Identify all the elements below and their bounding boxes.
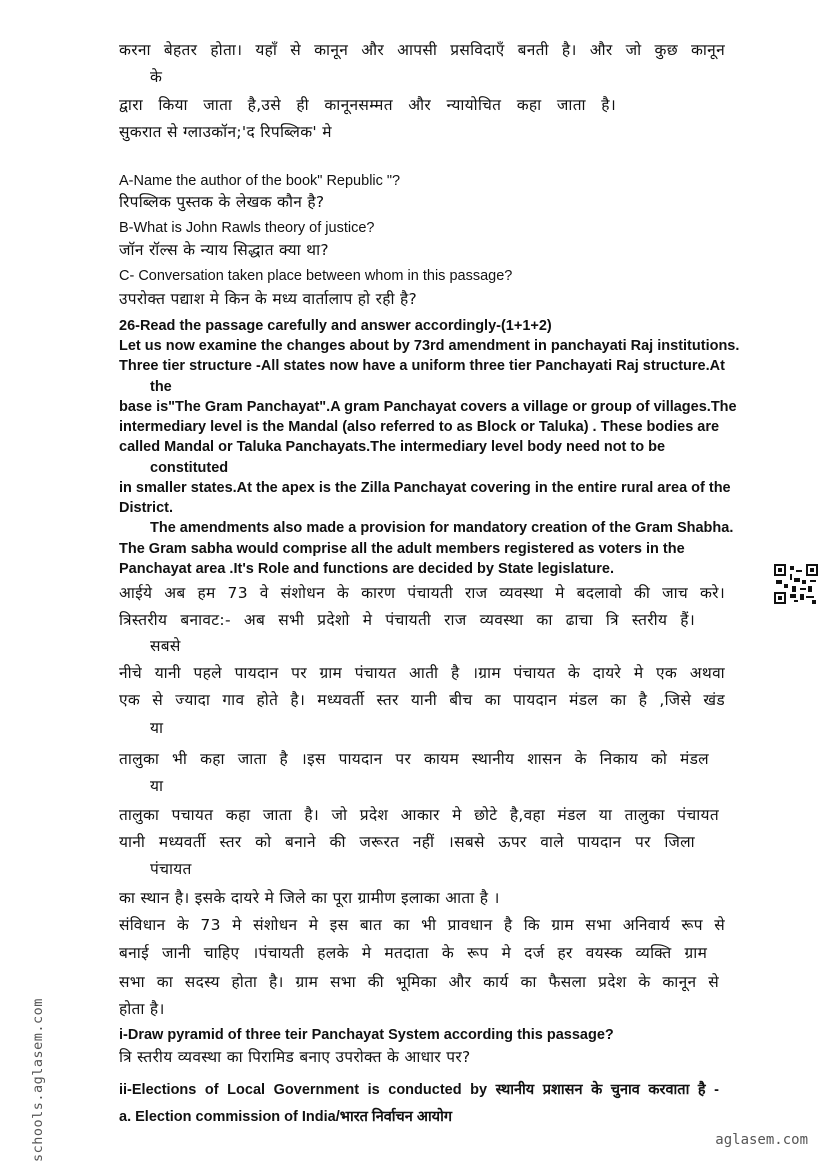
passage-line: Panchayat area .It's Role and functions are decided by State legislature. — [119, 561, 614, 577]
option-a: a. Election commission of India/भारत निर्वाचन आयोग — [119, 1109, 452, 1125]
qr-code-icon — [774, 564, 818, 604]
hindi-passage-line: सभा का सदस्य होता है। ग्राम सभा की भूमिका और कार्य का फैसला प्रदेश के कानून से — [119, 973, 719, 991]
hindi-passage-line: का स्थान है। इसके दायरे मे जिले का पूरा ग्रामीण इलाका आता है । — [119, 889, 500, 907]
passage-line: The Gram sabha would comprise all the adult members registered as voters in the — [119, 541, 685, 557]
text-line: के — [150, 68, 163, 86]
hindi-passage-line: या — [150, 777, 164, 795]
hindi-passage-line: संविधान के 73 मे संशोधन मे इस बात का भी प्रावधान है कि ग्राम सभा अनिवार्य रूप से — [119, 916, 725, 934]
text-line: सुकरात से ग्लाउकॉन;'द रिपब्लिक' मे — [119, 123, 332, 141]
hindi-passage-line: एक से ज्यादा गाव होते है। मध्यवर्ती स्तर यानी बीच का पायदान मंडल का है ,जिसे खंड — [119, 691, 725, 709]
question-26-heading: 26-Read the passage carefully and answer accordingly-(1+1+2) — [119, 318, 552, 334]
passage-line: in smaller states.At the apex is the Zilla Panchayat covering in the entire rural area of the — [119, 480, 731, 496]
question-i-hindi: त्रि स्तरीय व्यवस्था का पिरामिड बनाए उपरोक्त के आधार पर? — [119, 1048, 471, 1066]
footer-watermark: aglasem.com — [715, 1132, 808, 1148]
passage-line: intermediary level is the Mandal (also referred to as Block or Taluka) . These bodies are — [119, 419, 720, 435]
hindi-passage-line: या — [150, 719, 164, 737]
hindi-passage-line: यानी मध्यवर्ती स्तर को बनाने की जरूरत नहीं ।सबसे ऊपर वाले पायदान पर जिला — [119, 833, 695, 851]
question-ii: ii-Elections of Local Government is conducted by स्थानीय प्रशासन के चुनाव करवाता है - — [119, 1082, 719, 1098]
hindi-passage-line: बनाई जानी चाहिए ।पंचायती हलके मे मतदाता के रूप मे दर्ज हर वयस्क व्यक्ति ग्राम — [119, 944, 708, 962]
passage-line: constituted — [150, 460, 229, 476]
question-c-hindi: उपरोक्त पद्याश मे किन के मध्य वार्तालाप हो रही है? — [119, 290, 418, 308]
hindi-passage-line: नीचे यानी पहले पायदान पर ग्राम पंचायत आती है ।ग्राम पंचायत के दायरे मे एक अथवा — [119, 664, 725, 682]
hindi-passage-line: आईये अब हम 73 वे संशोधन के कारण पंचायती राज व्यवस्था मे बदलावो की जाच करे। — [119, 584, 725, 602]
hindi-passage-line: तालुका पचायत कहा जाता है। जो प्रदेश आकार मे छोटे है,वहा मंडल या तालुका पंचायत — [119, 806, 719, 824]
hindi-passage-line: तालुका भी कहा जाता है ।इस पायदान पर कायम स्थानीय शासन के निकाय को मंडल — [119, 750, 709, 768]
question-b: B-What is John Rawls theory of justice? — [119, 220, 375, 236]
question-i: i-Draw pyramid of three teir Panchayat System according this passage? — [119, 1027, 614, 1043]
question-a: A-Name the author of the book" Republic "? — [119, 173, 401, 189]
hindi-passage-line: त्रिस्तरीय बनावट:- अब सभी प्रदेशो मे पंचायती राज व्यवस्था का ढाचा त्रि स्तरीय हैं। — [119, 611, 695, 629]
hindi-passage-line: सबसे — [150, 637, 181, 655]
passage-line: The amendments also made a provision for mandatory creation of the Gram Shabha. — [150, 520, 734, 536]
text-line: द्वारा किया जाता है,उसे ही कानूनसम्मत और न्यायोचित कहा जाता है। — [119, 96, 616, 114]
passage-line: called Mandal or Taluka Panchayats.The intermediary level body need not to be — [119, 439, 666, 455]
passage-line: Three tier structure -All states now have a uniform three tier Panchayati Raj structure.At — [119, 358, 725, 374]
passage-line: Let us now examine the changes about by 73rd amendment in panchayati Raj institutions. — [119, 338, 740, 354]
hindi-passage-line: पंचायत — [150, 860, 192, 878]
passage-line: the — [150, 379, 172, 395]
question-b-hindi: जॉन रॉल्स के न्याय सिद्धात क्या था? — [119, 241, 329, 259]
question-a-hindi: रिपब्लिक पुस्तक के लेखक कौन है? — [119, 193, 325, 211]
passage-line: District. — [119, 500, 173, 516]
hindi-passage-line: होता है। — [119, 1000, 165, 1018]
side-watermark: schools.aglasem.com — [30, 998, 46, 1162]
question-c: C- Conversation taken place between whom in this passage? — [119, 268, 513, 284]
text-line: करना बेहतर होता। यहाँ से कानून और आपसी प्रसविदाएँ बनती है। और जो कुछ कानून — [119, 41, 725, 59]
passage-line: base is"The Gram Panchayat".A gram Panchayat covers a village or group of villages.The — [119, 399, 737, 415]
